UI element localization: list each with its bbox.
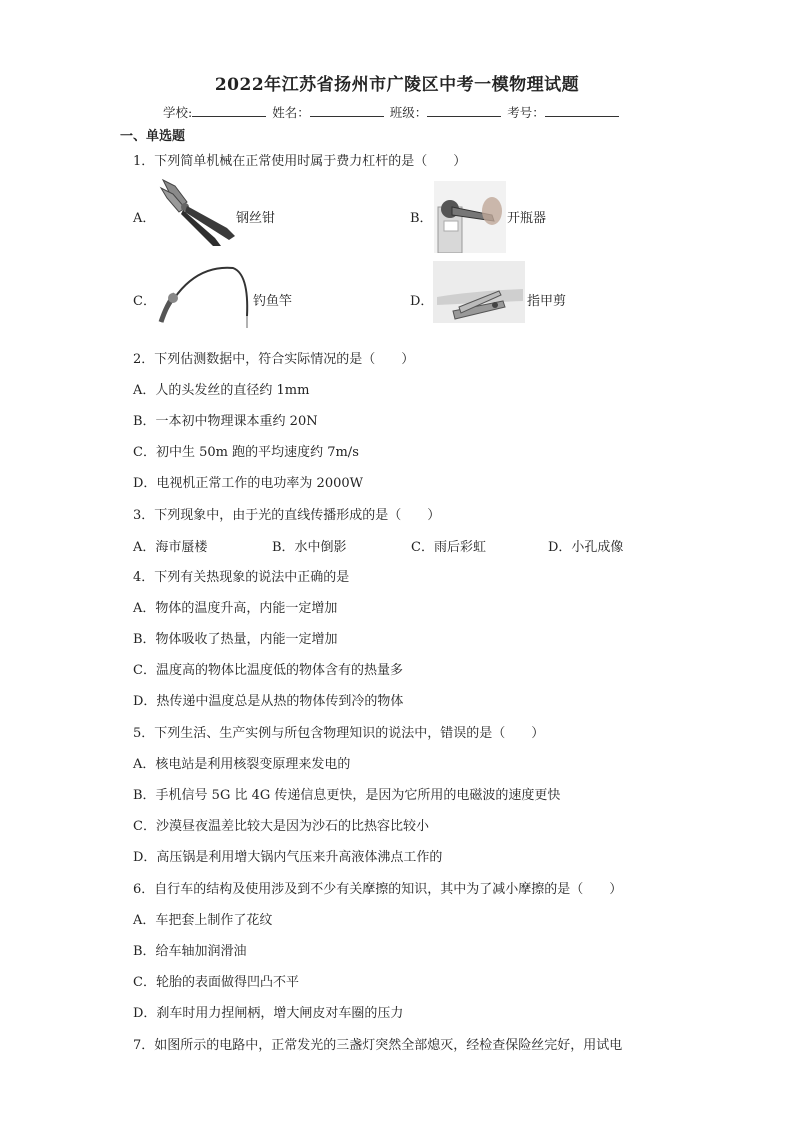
question-6-stem: 6．自行车的结构及使用涉及到不少有关摩擦的知识，其中为了减小摩擦的是（ ） xyxy=(133,882,623,897)
school-label: 学校: xyxy=(163,105,193,120)
name-label: 姓名： xyxy=(272,105,310,120)
q1-option-c-letter: C． xyxy=(133,294,156,309)
section-heading: 一、单选题 xyxy=(120,129,186,144)
q4-option: D．热传递中温度总是从热的物体传到冷的物体 xyxy=(133,694,404,709)
name-blank[interactable] xyxy=(310,104,384,117)
q2-option: D．电视机正常工作的电功率为 2000W xyxy=(133,476,364,491)
school-blank[interactable] xyxy=(192,104,266,117)
q2-option: B．一本初中物理课本重约 20N xyxy=(133,414,318,429)
question-5-stem: 5．下列生活、生产实例与所包含物理知识的说法中，错误的是（ ） xyxy=(133,726,545,741)
q3-options-row xyxy=(133,536,653,554)
class-label: 班级： xyxy=(389,105,428,120)
q1-option-d-letter: D． xyxy=(410,294,434,309)
question-4-stem: 4．下列有关热现象的说法中正确的是 xyxy=(133,570,350,585)
q5-option: D．高压锅是利用增大锅内气压来升高液体沸点工作的 xyxy=(133,850,443,865)
q1-option-b-letter: B． xyxy=(410,211,433,226)
question-3-stem: 3．下列现象中，由于光的直线传播形成的是（ ） xyxy=(133,508,441,523)
bottle-opener-icon xyxy=(434,181,506,253)
q4-option: B．物体吸收了热量，内能一定增加 xyxy=(133,632,338,647)
q6-option: D．刹车时用力捏闸柄，增大闸皮对车圈的压力 xyxy=(133,1006,404,1021)
q4-option: C．温度高的物体比温度低的物体含有的热量多 xyxy=(133,663,403,678)
number-label: 考号： xyxy=(507,105,545,120)
bottle-opener-image xyxy=(434,181,506,253)
q2-option: C．初中生 50m 跑的平均速度约 7m/s xyxy=(133,445,359,460)
number-blank[interactable] xyxy=(545,104,619,117)
nail-clipper-icon xyxy=(433,261,525,323)
question-7-stem: 7．如图所示的电路中，正常发光的三盏灯突然全部熄灭，经检查保险丝完好，用试电 xyxy=(133,1038,623,1053)
q2-option: A．人的头发丝的直径约 1mm xyxy=(133,383,310,398)
q5-option: A．核电站是利用核裂变原理来发电的 xyxy=(133,757,351,772)
q1-option-a-label: 钢丝钳 xyxy=(236,211,276,226)
student-info-line xyxy=(163,103,621,121)
nail-clipper-image xyxy=(433,261,525,323)
page-title: 2022年江苏省扬州市广陵区中考一模物理试题 xyxy=(214,75,580,95)
fishing-rod-image xyxy=(157,260,253,330)
q3-option: B．水中倒影 xyxy=(272,540,347,555)
pliers-image xyxy=(157,176,239,248)
q3-option: C．雨后彩虹 xyxy=(411,540,486,555)
q1-option-a-letter: A． xyxy=(133,211,156,226)
class-blank[interactable] xyxy=(427,104,501,117)
question-2-stem: 2．下列估测数据中，符合实际情况的是（ ） xyxy=(133,352,415,367)
q6-option: B．给车轴加润滑油 xyxy=(133,944,247,959)
q4-option: A．物体的温度升高，内能一定增加 xyxy=(133,601,338,616)
q5-option: B．手机信号 5G 比 4G 传递信息更快，是因为它所用的电磁波的速度更快 xyxy=(133,788,561,803)
q1-option-d-label: 指甲剪 xyxy=(527,294,567,309)
q6-option: C．轮胎的表面做得凹凸不平 xyxy=(133,975,299,990)
q5-option: C．沙漠昼夜温差比较大是因为沙石的比热容比较小 xyxy=(133,819,429,834)
pliers-icon xyxy=(157,176,239,248)
fishing-rod-icon xyxy=(157,260,253,330)
q6-option: A．车把套上制作了花纹 xyxy=(133,913,273,928)
q3-option: D．小孔成像 xyxy=(548,540,624,555)
q1-option-c-label: 钓鱼竿 xyxy=(253,294,293,309)
question-1-stem: 1．下列简单机械在正常使用时属于费力杠杆的是（ ） xyxy=(133,154,467,169)
q3-option: A．海市蜃楼 xyxy=(133,540,208,555)
q1-option-b-label: 开瓶器 xyxy=(507,211,547,226)
